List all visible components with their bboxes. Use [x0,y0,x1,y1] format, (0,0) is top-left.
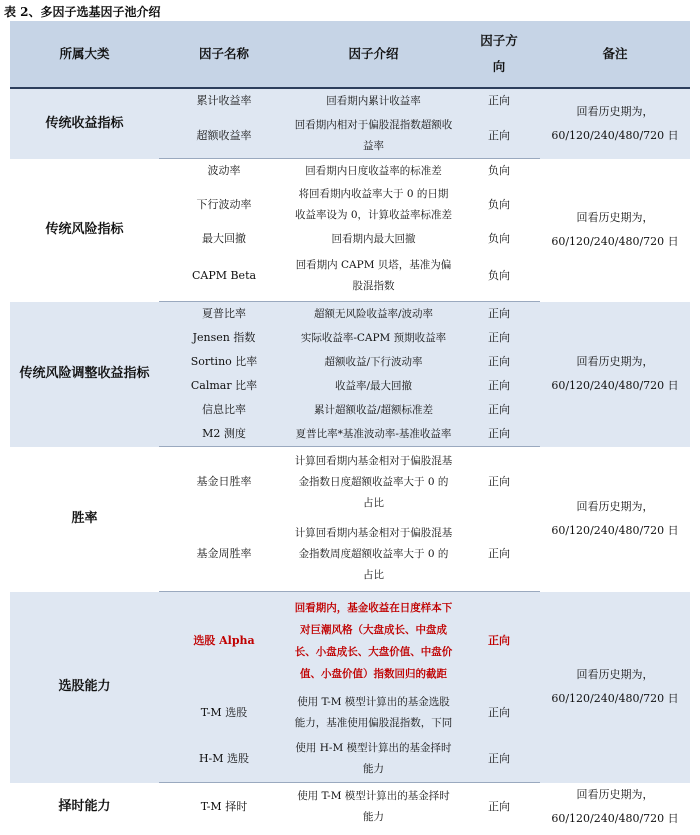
factor-name: M2 测度 [159,422,289,447]
factor-intro: 收益率/最大回撤 [289,374,458,398]
factor-direction: 正向 [458,398,540,422]
factor-name: Sortino 比率 [159,350,289,374]
header-intro: 因子介绍 [289,21,458,88]
factor-intro: 夏普比率*基准波动率-基准收益率 [289,422,458,447]
factor-name: 基金周胜率 [159,517,289,592]
factor-direction: 正向 [458,447,540,518]
factor-direction: 正向 [458,88,540,113]
factor-direction: 正向 [458,113,540,159]
note-cell: 回看历史期为，60/120/240/480/720 日 [540,88,690,159]
factor-direction: 正向 [458,736,540,783]
header-category: 所属大类 [10,21,159,88]
note-cell: 回看历史期为，60/120/240/480/720 日 [540,592,690,783]
factor-name: H-M 选股 [159,736,289,783]
category-cell: 传统风险调整收益指标 [10,302,159,447]
header-direction: 因子方向 [458,21,540,88]
table-row [10,783,690,831]
factor-name: 下行波动率 [159,183,289,227]
category-cell: 传统收益指标 [10,88,159,159]
factor-table [10,21,690,831]
table-row [10,159,690,184]
factor-name: 超额收益率 [159,113,289,159]
header-note: 备注 [540,21,690,88]
factor-direction: 正向 [458,517,540,592]
table-caption: 表 2、多因子选基因子池介绍 [4,5,161,19]
factor-direction: 正向 [458,350,540,374]
factor-direction: 负向 [458,159,540,184]
factor-intro: 超额无风险收益率/波动率 [289,302,458,327]
factor-name: CAPM Beta [159,251,289,302]
factor-name: 信息比率 [159,398,289,422]
factor-intro: 回看期内相对于偏股混指数超额收益率 [289,113,458,159]
category-cell: 择时能力 [10,783,159,831]
note-cell: 回看历史期为，60/120/240/480/720 日 [540,447,690,592]
factor-intro: 计算回看期内基金相对于偏股混基金指数日度超额收益率大于 0 的占比 [289,447,458,518]
factor-intro: 超额收益/下行波动率 [289,350,458,374]
category-cell: 胜率 [10,447,159,592]
factor-intro: 回看期内日度收益率的标准差 [289,159,458,184]
factor-direction: 负向 [458,251,540,302]
note-cell: 回看历史期为，60/120/240/480/720 日 [540,302,690,447]
category-cell: 传统风险指标 [10,159,159,302]
factor-direction: 正向 [458,374,540,398]
note-cell: 回看历史期为，60/120/240/480/720 日 [540,783,690,831]
factor-direction: 正向 [458,326,540,350]
factor-intro: 将回看期内收益率大于 0 的日期收益率设为 0，计算收益率标准差 [289,183,458,227]
header-row [10,21,690,88]
factor-intro: 回看期内 CAPM 贝塔，基准为偏股混指数 [289,251,458,302]
factor-name: 最大回撤 [159,227,289,251]
factor-direction: 负向 [458,227,540,251]
factor-name: Calmar 比率 [159,374,289,398]
table-row [10,302,690,327]
factor-intro: 计算回看期内基金相对于偏股混基金指数周度超额收益率大于 0 的占比 [289,517,458,592]
factor-direction: 正向 [458,302,540,327]
note-cell: 回看历史期为，60/120/240/480/720 日 [540,159,690,302]
table-row [10,88,690,113]
factor-direction: 正向 [458,690,540,736]
factor-intro: 累计超额收益/超额标准差 [289,398,458,422]
header-name: 因子名称 [159,21,289,88]
factor-name: 波动率 [159,159,289,184]
factor-name: 选股 Alpha [159,592,289,691]
table-row [10,447,690,518]
factor-intro: 回看期内累计收益率 [289,88,458,113]
factor-name: Jensen 指数 [159,326,289,350]
factor-direction: 正向 [458,422,540,447]
table-row [10,592,690,691]
factor-intro: 使用 H-M 模型计算出的基金择时能力 [289,736,458,783]
factor-name: T-M 择时 [159,783,289,831]
factor-name: 夏普比率 [159,302,289,327]
factor-direction: 负向 [458,183,540,227]
factor-name: T-M 选股 [159,690,289,736]
factor-direction: 正向 [458,783,540,831]
factor-intro: 使用 T-M 模型计算出的基金择时能力 [289,783,458,831]
category-cell: 选股能力 [10,592,159,783]
factor-intro: 实际收益率-CAPM 预期收益率 [289,326,458,350]
factor-name: 累计收益率 [159,88,289,113]
factor-intro: 回看期内，基金收益在日度样本下对巨潮风格（大盘成长、中盘成长、小盘成长、大盘价值、中盘价值、小盘价值）指数回归的截距 [289,592,458,691]
factor-intro: 使用 T-M 模型计算出的基金选股能力，基准使用偏股混指数，下同 [289,690,458,736]
factor-direction: 正向 [458,592,540,691]
factor-intro: 回看期内最大回撤 [289,227,458,251]
factor-name: 基金日胜率 [159,447,289,518]
